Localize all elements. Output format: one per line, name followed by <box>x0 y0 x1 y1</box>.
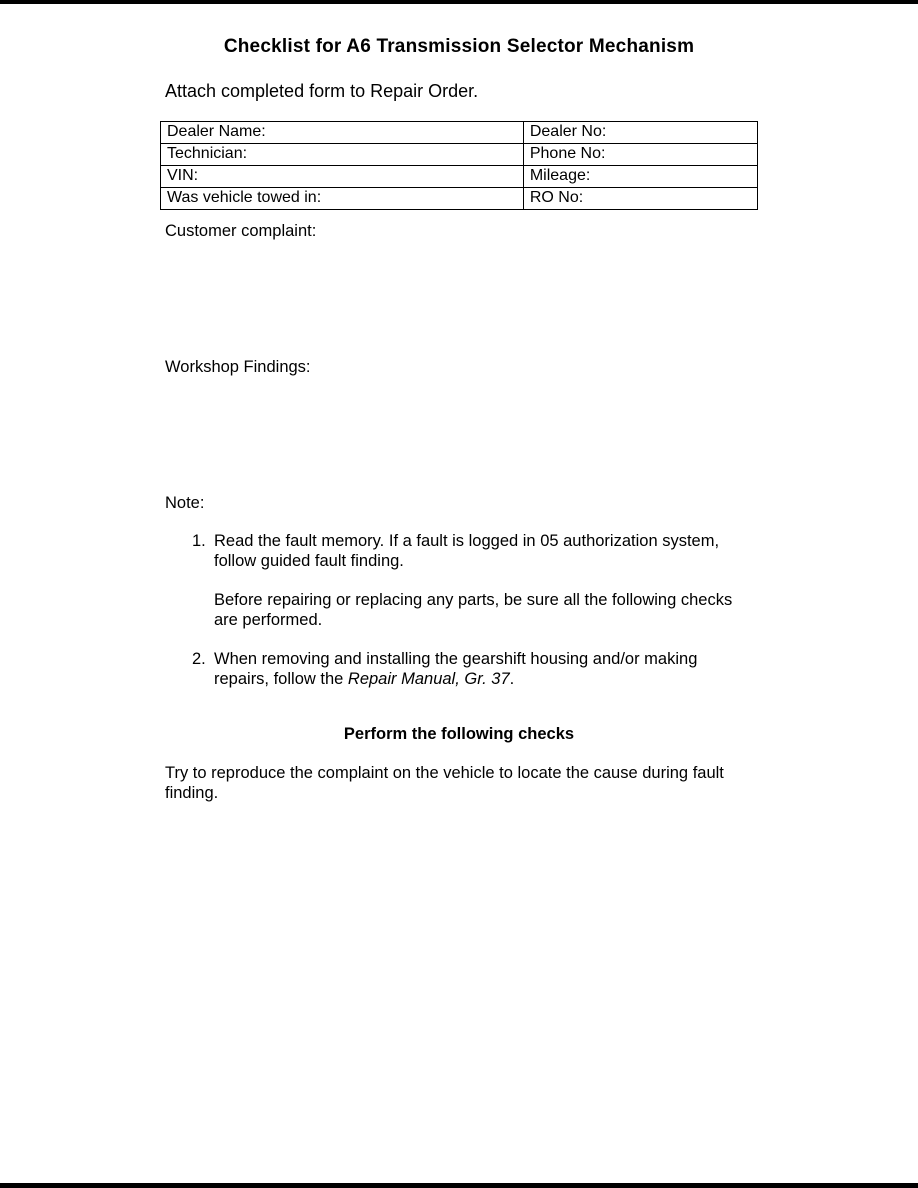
cell-phone-no: Phone No: <box>523 144 757 166</box>
checks-intro <box>165 763 731 803</box>
cell-towed-in: Was vehicle towed in: <box>161 188 524 210</box>
list-item-body <box>214 531 745 630</box>
checks-heading: Perform the following checks <box>343 725 575 743</box>
notes-list <box>192 531 748 689</box>
list-item <box>192 531 748 630</box>
table-row <box>161 144 758 166</box>
cell-vin: VIN: <box>161 166 524 188</box>
list-item <box>192 649 748 689</box>
list-item-body <box>214 649 745 689</box>
attach-instruction: Attach completed form to Repair Order. <box>165 81 479 101</box>
table-row <box>161 188 758 210</box>
list-item-text: Read the fault memory. If a fault is logged in 05 authorization system, follow guided fault finding. <box>214 532 720 570</box>
customer-complaint-label: Customer complaint: <box>165 222 317 240</box>
cell-dealer-no: Dealer No: <box>523 122 757 144</box>
table-row <box>161 166 758 188</box>
list-item-text-period: . <box>509 670 515 688</box>
table-row <box>161 122 758 144</box>
page-title: Checklist for A6 Transmission Selector Mechanism <box>223 36 695 57</box>
workshop-findings-label: Workshop Findings: <box>165 358 311 376</box>
repair-manual-reference: Repair Manual, Gr. 37 <box>347 670 510 688</box>
cell-dealer-name: Dealer Name: <box>161 122 524 144</box>
list-item-text <box>214 649 745 689</box>
list-item-number: 2. <box>192 650 206 668</box>
scan-edge-bottom <box>0 1183 918 1188</box>
cell-ro-no: RO No: <box>523 188 757 210</box>
cell-technician: Technician: <box>161 144 524 166</box>
list-item-continuation: Before repairing or replacing any parts, be sure all the following checks are performed. <box>214 591 733 629</box>
info-table <box>160 121 758 210</box>
checks-intro-text: Try to reproduce the complaint on the vehicle to locate the cause during fault finding. <box>165 764 724 802</box>
list-item-text-plain: When removing and installing the gearshift housing and/or making repairs, follow the <box>214 650 698 688</box>
scan-edge-top <box>0 0 918 4</box>
cell-mileage: Mileage: <box>523 166 757 188</box>
list-item-number: 1. <box>192 532 206 550</box>
note-label: Note: <box>165 494 205 512</box>
